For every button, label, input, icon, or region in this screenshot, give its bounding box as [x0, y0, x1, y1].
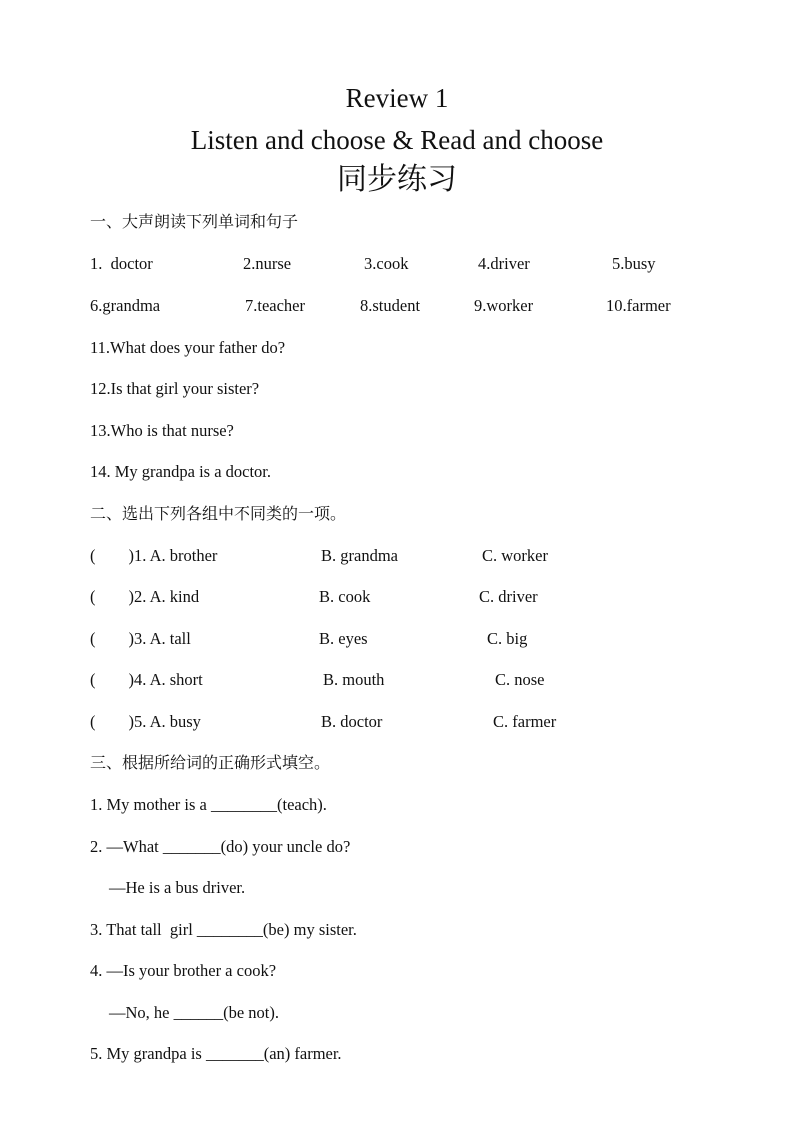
choice-question: ( )3. A. tall	[90, 629, 191, 648]
choice-question: ( )5. A. busy	[90, 712, 201, 731]
section1-heading: 一、大声朗读下列单词和句子	[90, 212, 299, 231]
word-item: 9.worker	[474, 296, 534, 315]
choice-option-b: B. cook	[319, 587, 371, 606]
choice-question: ( )4. A. short	[90, 670, 203, 689]
sentence-item: 13.Who is that nurse?	[90, 421, 234, 440]
word-item: 4.driver	[478, 254, 530, 273]
sentence-item: 11.What does your father do?	[90, 338, 286, 357]
choice-option-c: C. driver	[479, 587, 538, 606]
word-item: 8.student	[360, 296, 421, 315]
fill-answer-line: —He is a bus driver.	[109, 878, 246, 897]
sentence-item: 14. My grandpa is a doctor.	[90, 462, 272, 481]
fill-answer-line: —No, he ______(be not).	[109, 1003, 280, 1022]
word-item: 3.cook	[364, 254, 409, 273]
title-review: Review 1	[345, 83, 449, 113]
choice-question: ( )2. A. kind	[90, 587, 200, 606]
word-item: 5.busy	[612, 254, 656, 273]
fill-item: 1. My mother is a ________(teach).	[90, 795, 327, 814]
choice-option-c: C. big	[487, 629, 528, 648]
choice-option-b: B. grandma	[321, 546, 398, 565]
title-practice: 同步练习	[337, 162, 457, 197]
word-item: 10.farmer	[606, 296, 671, 315]
word-item: 1. doctor	[90, 254, 153, 273]
choice-option-b: B. doctor	[321, 712, 383, 731]
sentence-item: 12.Is that girl your sister?	[90, 379, 260, 398]
choice-option-b: B. eyes	[319, 629, 368, 648]
section2-heading: 二、选出下列各组中不同类的一项。	[90, 504, 347, 523]
choice-option-c: C. worker	[482, 546, 548, 565]
choice-option-c: C. farmer	[493, 712, 557, 731]
choice-option-b: B. mouth	[323, 670, 385, 689]
title-subtitle: Listen and choose & Read and choose	[190, 125, 604, 155]
fill-item: 3. That tall girl ________(be) my sister.	[90, 920, 357, 939]
choice-question: ( )1. A. brother	[90, 546, 218, 565]
word-item: 2.nurse	[243, 254, 292, 273]
word-item: 7.teacher	[245, 296, 305, 315]
word-item: 6.grandma	[90, 296, 161, 315]
fill-item: 5. My grandpa is _______(an) farmer.	[90, 1044, 342, 1063]
fill-item: 2. —What _______(do) your uncle do?	[90, 837, 351, 856]
fill-item: 4. —Is your brother a cook?	[90, 961, 277, 980]
section3-heading: 三、根据所给词的正确形式填空。	[90, 753, 331, 772]
choice-option-c: C. nose	[495, 670, 545, 689]
